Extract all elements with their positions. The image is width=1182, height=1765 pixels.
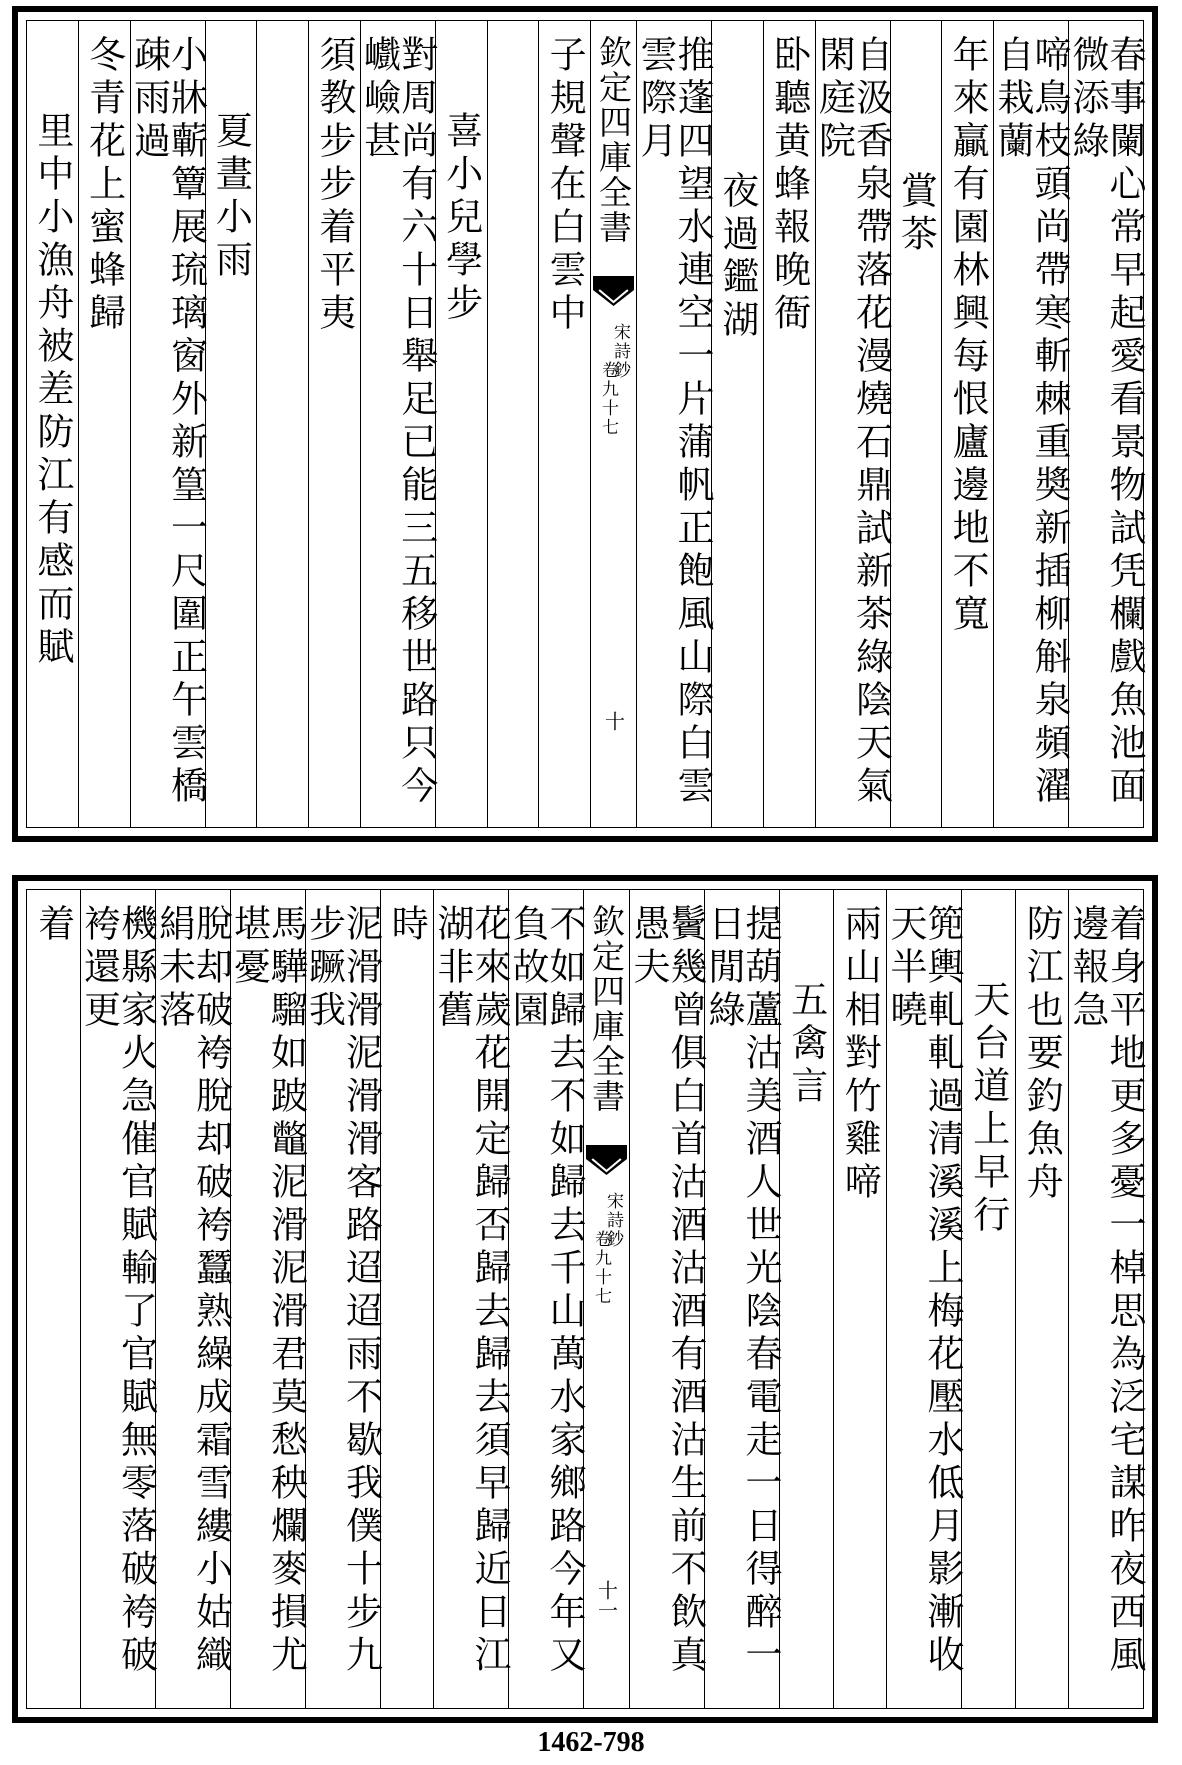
bottom-page-panel [12,875,1158,1723]
text-column [884,890,964,1708]
book-title: 欽定四庫全書 [594,35,633,245]
text-column [1066,890,1146,1708]
volume-number: 卷九十七 [591,1230,611,1306]
text-column [380,890,434,1708]
text-column [627,890,707,1708]
center-fold-column [583,890,629,1708]
column-text: 卧聽黄蜂報晚衙 [767,35,811,336]
poem-title-column [27,21,78,827]
column-text: 時 [385,904,429,947]
text-column [308,21,360,827]
column-text: 花來歲花開定歸否歸去歸去須早歸近日江湖非舊 [431,904,511,1678]
text-column [763,21,815,827]
leaf-number: 十 [601,711,626,731]
column-text: 篼輿軋軋過清溪溪上梅花壓水低月影漸收天半曉 [884,904,964,1678]
text-column [1066,21,1146,827]
text-column [941,21,993,827]
bottom-page-columns [26,889,1144,1709]
book-title: 欽定四庫全書 [587,904,626,1114]
text-column [357,21,438,827]
fish-tail-mark-icon [586,1145,627,1179]
column-text: 鬢幾曾俱白首沽酒沽酒有酒沽生前不飲真愚夫 [627,904,707,1678]
text-column [812,21,893,827]
poem-title: 夜過鑑湖 [715,171,759,343]
text-column [78,21,130,827]
leaf-number: 十一 [594,1580,619,1620]
column-text: 小牀蘄簟展琉璃窗外新篁一尺圍正午雲橋疎雨過 [127,35,208,809]
column-text: 不如歸去不如歸去千山萬水家鄉路今年又負故園 [506,904,586,1678]
poem-title-column [890,21,942,827]
column-text: 推蓬四望水連空一片蒲帆正飽風山際白雲雲際月 [634,35,714,809]
column-text: 脫却破袴脫却破袴蠶熟繰成霜雪縷小姑織絹未落 [152,904,233,1678]
poem-title-column [711,21,763,827]
column-text: 春事闌心常早起愛看景物試凭欄戲魚池面微添綠 [1066,35,1146,809]
page-reference-number: 1462-798 [537,1727,645,1758]
poem-title-column [205,21,257,827]
poem-title: 五禽言 [784,980,828,1109]
collection-subtitle: 宋詩鈔 [603,1192,623,1249]
empty-column [256,21,308,827]
column-text: 對周尚有六十日舉足已能三五移世路只今巇嶮甚 [357,35,438,809]
text-column [152,890,233,1708]
text-column [506,890,586,1708]
column-text: 須教步步着平夷 [312,35,356,336]
text-column [27,890,80,1708]
text-column [77,890,158,1708]
column-text: 子規聲在白雲中 [543,35,587,336]
poem-title: 夏晝小雨 [209,111,253,283]
text-column [127,21,208,827]
text-column [302,890,383,1708]
column-text: 馬驊騮如跛鼈泥滑泥滑君莫愁秧爛麥損尤堪憂 [227,904,308,1678]
empty-column [487,21,539,827]
poem-title: 賞茶 [894,171,938,257]
text-column [227,890,308,1708]
poem-title-column [435,21,487,827]
column-text: 着 [31,904,75,947]
column-text: 防江也要釣魚舟 [1020,904,1064,1205]
text-column [1015,890,1069,1708]
center-fold-column [590,21,636,827]
collection-subtitle: 宋詩鈔 [610,323,630,380]
top-page-columns [26,20,1144,828]
column-text: 冬青花上蜜蜂歸 [82,35,126,336]
text-column [538,21,590,827]
column-text: 泥滑滑泥滑滑客路迢迢雨不歇我僕十步九步蹶我 [302,904,383,1678]
poem-title-column [779,890,833,1708]
text-column [431,890,511,1708]
poem-title-column [961,890,1015,1708]
text-column [634,21,714,827]
text-column [833,890,887,1708]
column-text: 兩山相對竹雞啼 [838,904,882,1205]
text-column [702,890,782,1708]
column-text: 提葫蘆沽美酒人世光陰春電走一日得醉一日閒綠 [702,904,782,1678]
column-text: 着身平地更多憂一棹思為泛宅謀昨夜西風邊報急 [1066,904,1146,1678]
column-text: 年來贏有園林興每恨廬邊地不寬 [946,35,990,637]
text-column [991,21,1071,827]
column-text: 自汲香泉帶落花漫燒石鼎試新茶綠陰天氣閑庭院 [812,35,893,809]
volume-number: 卷九十七 [598,361,618,437]
poem-title: 里中小漁舟被差防江有感而賦 [30,111,74,670]
top-page-panel [12,6,1158,842]
column-text: 機縣家火急催官賦輸了官賦無零落破袴破袴還更 [77,904,158,1678]
poem-title: 喜小兒學步 [439,111,483,326]
poem-title: 天台道上早行 [966,980,1010,1238]
fish-tail-mark-icon [593,276,634,310]
column-text: 啼鳥枝頭尚帶寒斬棘重奬新插柳斛泉頻濯自栽蘭 [991,35,1071,809]
